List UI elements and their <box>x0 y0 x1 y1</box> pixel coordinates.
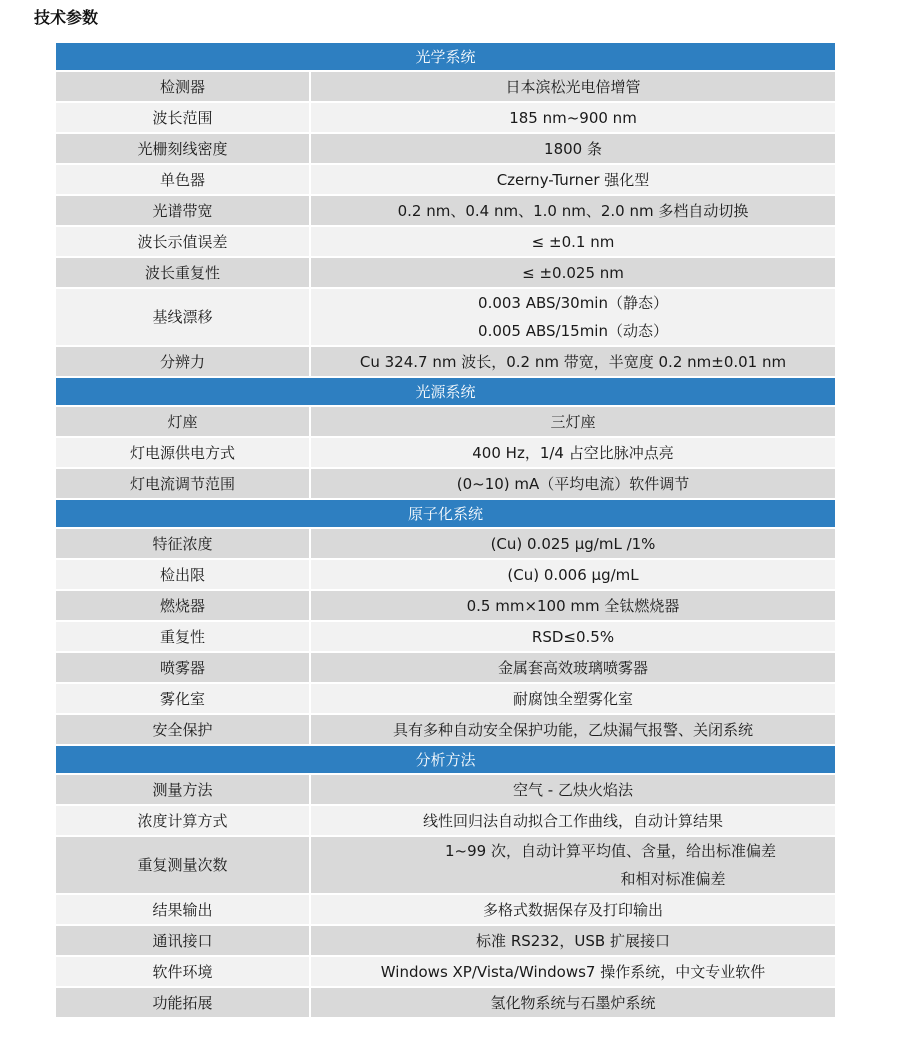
spec-label: 灯电流调节范围 <box>56 468 310 499</box>
spec-row <box>56 925 835 956</box>
spec-row <box>56 195 835 226</box>
spec-value <box>310 133 835 164</box>
spec-value-line: 多格式数据保存及打印输出 <box>483 900 664 919</box>
spec-value-line: 金属套高效玻璃喷雾器 <box>498 658 649 677</box>
spec-value-line: 0.5 mm×100 mm 全钛燃烧器 <box>466 596 680 615</box>
spec-label: 波长范围 <box>56 102 310 133</box>
spec-label: 重复性 <box>56 621 310 652</box>
spec-value <box>310 346 835 377</box>
spec-row <box>56 894 835 925</box>
spec-value-line: ≤ ±0.1 nm <box>531 232 615 251</box>
spec-row <box>56 590 835 621</box>
spec-label: 测量方法 <box>56 774 310 805</box>
spec-value-line: Cu 324.7 nm 波长，0.2 nm 带宽，半宽度 0.2 nm±0.01 nm <box>359 352 787 371</box>
spec-value-line: 三灯座 <box>550 412 596 431</box>
spec-value <box>310 288 835 346</box>
spec-value <box>310 683 835 714</box>
spec-value <box>310 257 835 288</box>
spec-value-line: RSD≤0.5% <box>531 627 615 646</box>
spec-value <box>310 987 835 1017</box>
spec-label: 检出限 <box>56 559 310 590</box>
spec-value-line: Windows XP/Vista/Windows7 操作系统，中文专业软件 <box>380 962 766 981</box>
spec-value <box>310 102 835 133</box>
spec-row <box>56 71 835 102</box>
spec-row <box>56 528 835 559</box>
spec-label: 单色器 <box>56 164 310 195</box>
spec-value <box>310 468 835 499</box>
spec-value <box>310 925 835 956</box>
spec-value <box>310 714 835 745</box>
spec-value <box>310 805 835 836</box>
spec-value <box>310 528 835 559</box>
spec-label: 功能拓展 <box>56 987 310 1017</box>
section-header <box>56 377 835 406</box>
spec-value-line: ≤ ±0.025 nm <box>522 263 624 282</box>
spec-value <box>310 406 835 437</box>
spec-label: 燃烧器 <box>56 590 310 621</box>
section-title: 分析方法 <box>56 745 835 774</box>
spec-row <box>56 836 835 894</box>
spec-row <box>56 346 835 377</box>
section-title: 光学系统 <box>56 42 835 71</box>
spec-label: 光栅刻线密度 <box>56 133 310 164</box>
spec-row <box>56 621 835 652</box>
spec-value <box>310 226 835 257</box>
spec-value-line: (0~10) mA（平均电流）软件调节 <box>456 474 690 493</box>
spec-value <box>310 437 835 468</box>
spec-row <box>56 956 835 987</box>
spec-value <box>310 836 835 894</box>
page-title: 技术参数 <box>34 8 99 27</box>
spec-value <box>310 652 835 683</box>
spec-value <box>310 71 835 102</box>
section-header <box>56 499 835 528</box>
spec-label: 检测器 <box>56 71 310 102</box>
section-header <box>56 745 835 774</box>
spec-value-line: 0.005 ABS/15min（动态） <box>478 322 668 340</box>
spec-label: 灯电源供电方式 <box>56 437 310 468</box>
spec-value <box>310 621 835 652</box>
spec-value-line: 1800 条 <box>544 139 602 158</box>
spec-value-line: 185 nm~900 nm <box>509 108 637 127</box>
spec-row <box>56 133 835 164</box>
section-title: 光源系统 <box>56 377 835 406</box>
spec-value-line: 线性回归法自动拟合工作曲线，自动计算结果 <box>423 811 724 830</box>
spec-value-line: 耐腐蚀全塑雾化室 <box>513 689 634 708</box>
spec-row <box>56 437 835 468</box>
spec-value <box>310 774 835 805</box>
spec-row <box>56 774 835 805</box>
spec-row <box>56 683 835 714</box>
spec-value-line: (Cu) 0.006 μg/mL <box>507 565 639 584</box>
spec-value <box>310 164 835 195</box>
spec-row <box>56 226 835 257</box>
spec-value-line: 和相对标准偏差 <box>620 870 726 888</box>
spec-label: 浓度计算方式 <box>56 805 310 836</box>
spec-row <box>56 805 835 836</box>
spec-value <box>310 590 835 621</box>
section-title: 原子化系统 <box>56 499 835 528</box>
spec-label: 通讯接口 <box>56 925 310 956</box>
spec-label: 雾化室 <box>56 683 310 714</box>
spec-label: 灯座 <box>56 406 310 437</box>
spec-value <box>310 956 835 987</box>
spec-value <box>310 559 835 590</box>
spec-value-line: 0.003 ABS/30min（静态） <box>478 294 668 312</box>
spec-row <box>56 987 835 1017</box>
spec-value-line: Czerny-Turner 强化型 <box>496 170 650 189</box>
spec-row <box>56 714 835 745</box>
spec-row <box>56 468 835 499</box>
spec-label: 结果输出 <box>56 894 310 925</box>
spec-row <box>56 288 835 346</box>
spec-label: 特征浓度 <box>56 528 310 559</box>
section-header <box>56 42 835 71</box>
spec-value-line: 标准 RS232，USB 扩展接口 <box>476 931 670 950</box>
spec-row <box>56 164 835 195</box>
spec-label: 波长重复性 <box>56 257 310 288</box>
spec-table <box>56 41 835 1017</box>
spec-value-line: 日本滨松光电倍增管 <box>505 77 641 96</box>
spec-row <box>56 102 835 133</box>
spec-label: 波长示值误差 <box>56 226 310 257</box>
spec-value <box>310 894 835 925</box>
spec-value-line: (Cu) 0.025 μg/mL /1% <box>490 534 656 553</box>
spec-value-line: 空气 - 乙炔火焰法 <box>513 780 633 799</box>
spec-row <box>56 257 835 288</box>
spec-row <box>56 559 835 590</box>
spec-label: 光谱带宽 <box>56 195 310 226</box>
spec-label: 安全保护 <box>56 714 310 745</box>
spec-value-line: 具有多种自动安全保护功能，乙炔漏气报警、关闭系统 <box>393 720 754 739</box>
spec-value-line: 400 Hz，1/4 占空比脉冲点亮 <box>472 443 674 462</box>
spec-label: 软件环境 <box>56 956 310 987</box>
spec-value-line: 氢化物系统与石墨炉系统 <box>490 993 656 1012</box>
spec-row <box>56 406 835 437</box>
spec-label: 基线漂移 <box>56 288 310 346</box>
spec-value-line: 0.2 nm、0.4 nm、1.0 nm、2.0 nm 多档自动切换 <box>397 201 749 220</box>
spec-value-line: 1~99 次，自动计算平均值、含量，给出标准偏差 <box>445 842 776 860</box>
spec-label: 喷雾器 <box>56 652 310 683</box>
spec-label: 分辨力 <box>56 346 310 377</box>
spec-value <box>310 195 835 226</box>
spec-label: 重复测量次数 <box>56 836 310 894</box>
spec-row <box>56 652 835 683</box>
